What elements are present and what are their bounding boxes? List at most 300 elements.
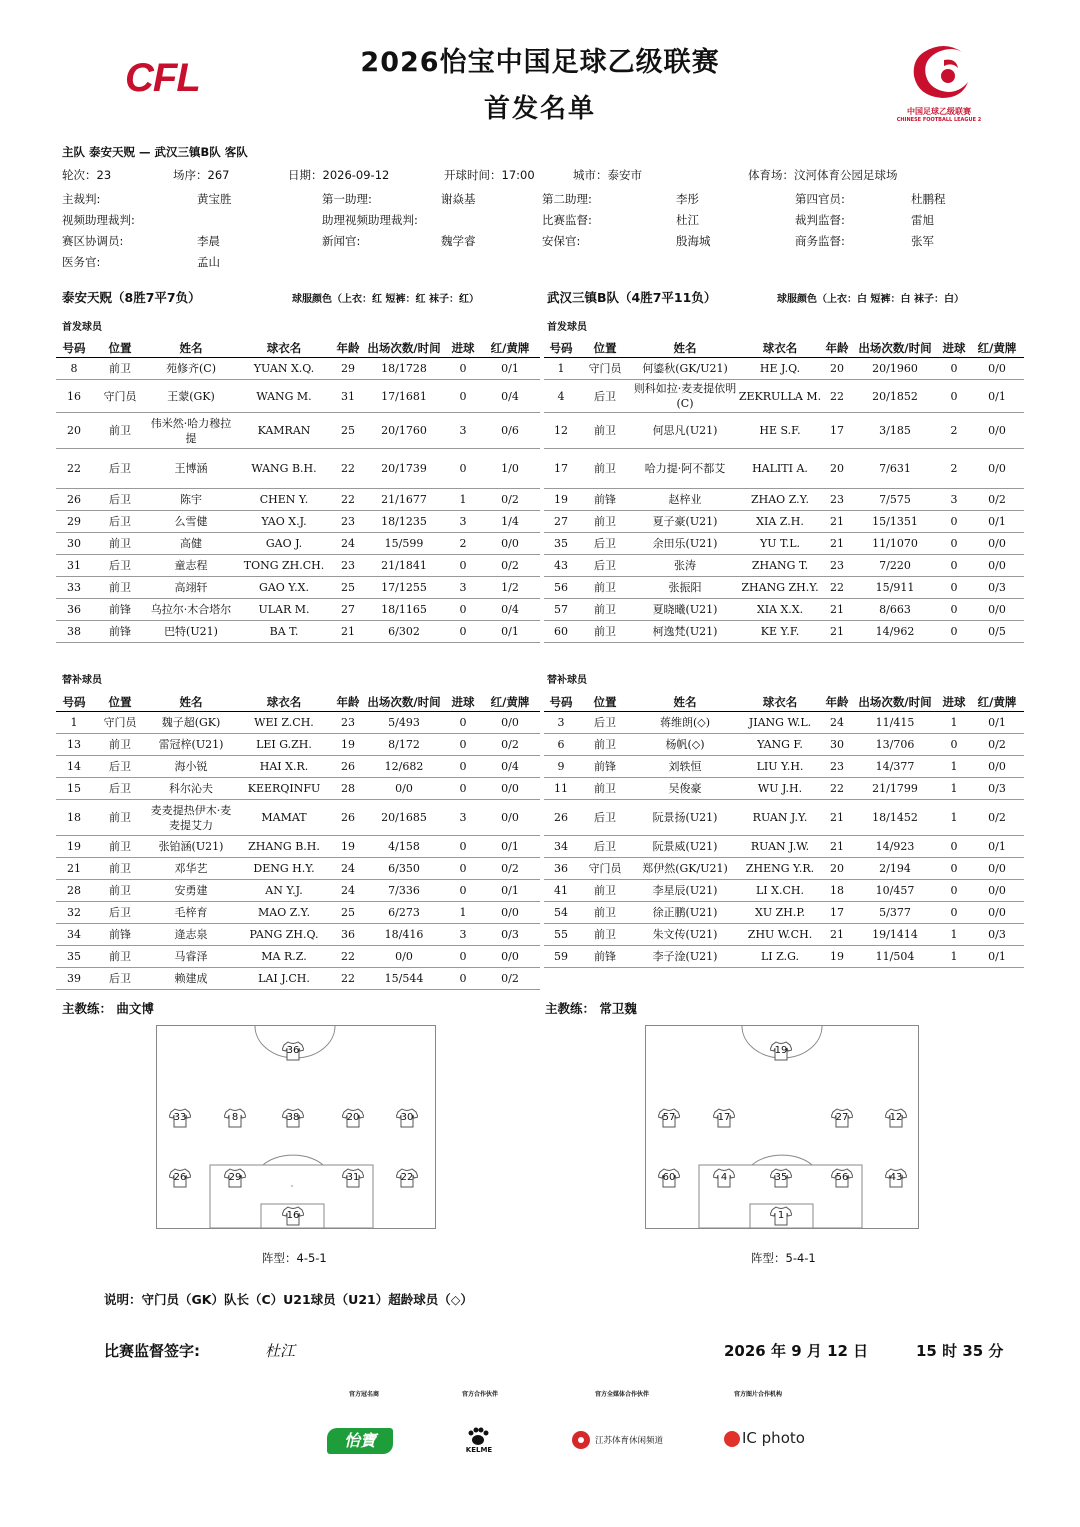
table-cell: 守门员 — [92, 380, 148, 413]
table-cell: 2 — [938, 413, 970, 449]
table-cell: 19 — [334, 734, 362, 756]
table-cell: 1 — [938, 946, 970, 968]
official-label: 助理视频助理裁判: — [322, 213, 418, 227]
table-cell: 7/336 — [362, 880, 446, 902]
table-row — [544, 380, 1024, 413]
table-cell: 31 — [334, 380, 362, 413]
official-name: 魏学睿 — [441, 234, 476, 248]
table-row — [56, 836, 540, 858]
table-row — [544, 413, 1024, 449]
table-cell: 57 — [544, 599, 578, 621]
sponsor-label-photo: 官方图片合作机构 — [733, 1391, 782, 1398]
table-cell: 0/0 — [480, 946, 540, 968]
table-cell: 守门员 — [578, 358, 632, 380]
table-cell: 55 — [544, 924, 578, 946]
column-header: 姓名 — [148, 339, 234, 358]
table-cell: 后卫 — [92, 902, 148, 924]
home-coach: 主教练： 曲文博 — [62, 1001, 154, 1016]
table-cell: 刘轶恒 — [632, 756, 738, 778]
table-row — [544, 946, 1024, 968]
table-cell: 科尔沁夫 — [148, 778, 234, 800]
away-formation-pitch — [645, 1025, 919, 1229]
table-cell: 前卫 — [92, 734, 148, 756]
table-cell: 0 — [446, 621, 480, 643]
table-cell: 0 — [938, 858, 970, 880]
table-cell: 10/457 — [852, 880, 938, 902]
table-cell: 33 — [56, 577, 92, 599]
column-header: 姓名 — [632, 339, 738, 358]
official-name: 孟山 — [197, 255, 220, 269]
table-cell: 26 — [544, 800, 578, 836]
column-header: 球衣名 — [738, 339, 822, 358]
jiangsu-channel-icon — [571, 1430, 591, 1450]
table-cell: 马睿泽 — [148, 946, 234, 968]
table-cell: ZHENG Y.R. — [738, 858, 822, 880]
table-cell: 35 — [56, 946, 92, 968]
column-header: 位置 — [92, 693, 148, 712]
table-cell: 30 — [822, 734, 852, 756]
table-cell: 39 — [56, 968, 92, 990]
table-row — [56, 800, 540, 836]
icphoto-logo — [724, 1429, 805, 1447]
home-starters-label: 首发球员 — [62, 322, 102, 333]
table-cell: 19/1414 — [852, 924, 938, 946]
jersey-number: 35 — [774, 1172, 788, 1183]
table-cell: 13 — [56, 734, 92, 756]
table-cell: 27 — [544, 511, 578, 533]
table-cell: 29 — [56, 511, 92, 533]
table-cell: 36 — [544, 858, 578, 880]
column-header: 红/黄牌 — [970, 693, 1024, 712]
table-cell: 后卫 — [578, 380, 632, 413]
jersey-number: 22 — [400, 1172, 414, 1183]
table-cell: 张铂涵(U21) — [148, 836, 234, 858]
table-cell: 0/0 — [480, 533, 540, 555]
table-cell: 20 — [822, 858, 852, 880]
column-header: 年龄 — [334, 693, 362, 712]
table-cell: TONG ZH.CH. — [234, 555, 334, 577]
table-cell: 哈力提·阿不都艾 — [632, 449, 738, 489]
table-cell: JIANG W.L. — [738, 712, 822, 734]
table-cell: 22 — [334, 449, 362, 489]
table-cell: 前锋 — [578, 946, 632, 968]
table-cell: XIA Z.H. — [738, 511, 822, 533]
table-cell: 0 — [938, 621, 970, 643]
match-date: 日期：2026-09-12 — [288, 168, 390, 182]
supervisor-signature: 杜江 — [265, 1342, 296, 1360]
table-cell: 0/0 — [480, 800, 540, 836]
table-header-row — [544, 693, 1024, 712]
jersey-number: 12 — [889, 1112, 903, 1123]
table-cell: 21 — [56, 858, 92, 880]
jersey-number: 60 — [662, 1172, 676, 1183]
table-cell: 41 — [544, 880, 578, 902]
table-cell: 1 — [56, 712, 92, 734]
table-row — [544, 734, 1024, 756]
table-row — [56, 968, 540, 990]
table-cell: 36 — [56, 599, 92, 621]
table-row — [544, 836, 1024, 858]
table-cell: 后卫 — [578, 800, 632, 836]
table-cell: 朱文传(U21) — [632, 924, 738, 946]
table-cell: 18/1235 — [362, 511, 446, 533]
away-starters-table — [544, 339, 1024, 643]
table-cell: 后卫 — [578, 712, 632, 734]
table-cell: LI X.CH. — [738, 880, 822, 902]
table-cell: 19 — [544, 489, 578, 511]
player-jersey — [282, 1108, 304, 1128]
table-cell: 高健 — [148, 533, 234, 555]
table-cell: 25 — [334, 577, 362, 599]
table-cell: 12 — [544, 413, 578, 449]
table-cell: 18 — [56, 800, 92, 836]
column-header: 红/黄牌 — [480, 693, 540, 712]
table-cell: 23 — [822, 555, 852, 577]
table-cell: 童志程 — [148, 555, 234, 577]
column-header: 年龄 — [822, 339, 852, 358]
home-subs-table — [56, 693, 540, 990]
table-cell: MAMAT — [234, 800, 334, 836]
table-cell: 8/663 — [852, 599, 938, 621]
table-cell: HALITI A. — [738, 449, 822, 489]
player-jersey — [396, 1108, 418, 1128]
table-cell: 王博涵 — [148, 449, 234, 489]
jersey-number: 8 — [231, 1112, 239, 1123]
table-cell: 27 — [334, 599, 362, 621]
table-row — [544, 902, 1024, 924]
table-cell: 28 — [334, 778, 362, 800]
table-cell: 海小锐 — [148, 756, 234, 778]
table-cell: 28 — [56, 880, 92, 902]
table-cell: RUAN J.W. — [738, 836, 822, 858]
player-jersey — [396, 1168, 418, 1188]
table-cell: 0 — [446, 734, 480, 756]
table-cell: 20/1685 — [362, 800, 446, 836]
player-jersey — [224, 1108, 246, 1128]
table-cell: 24 — [334, 533, 362, 555]
table-cell: 前卫 — [578, 880, 632, 902]
cbest-sponsor-logo: 怡寶 — [327, 1428, 393, 1454]
table-cell: 2/194 — [852, 858, 938, 880]
table-cell: 柯逸梵(U21) — [632, 621, 738, 643]
table-cell: 16 — [56, 380, 92, 413]
table-cell: 21 — [822, 511, 852, 533]
table-row — [56, 621, 540, 643]
lineup-title: 首发名单 — [483, 94, 596, 124]
kelme-sponsor-logo: KELME — [465, 1446, 493, 1454]
table-cell: 7/575 — [852, 489, 938, 511]
table-row — [56, 511, 540, 533]
column-header: 进球 — [446, 693, 480, 712]
column-header: 出场次数/时间 — [362, 339, 446, 358]
table-cell: 36 — [334, 924, 362, 946]
table-cell: 后卫 — [92, 968, 148, 990]
table-cell: WANG B.H. — [234, 449, 334, 489]
table-cell: 7/220 — [852, 555, 938, 577]
player-jersey — [169, 1168, 191, 1188]
table-cell: 0/2 — [480, 858, 540, 880]
table-cell: 0/4 — [480, 756, 540, 778]
table-cell: 24 — [334, 880, 362, 902]
table-cell: 前卫 — [578, 902, 632, 924]
table-cell: 22 — [822, 380, 852, 413]
player-jersey — [282, 1041, 304, 1061]
table-cell: 21 — [822, 800, 852, 836]
table-cell: 6/302 — [362, 621, 446, 643]
table-cell: WU J.H. — [738, 778, 822, 800]
table-cell: 后卫 — [92, 756, 148, 778]
table-cell: 17 — [822, 902, 852, 924]
table-cell: 后卫 — [578, 555, 632, 577]
table-cell: 毛梓育 — [148, 902, 234, 924]
table-cell: 邓华艺 — [148, 858, 234, 880]
official-label: 第一助理: — [322, 192, 372, 206]
table-cell: 吴俊豪 — [632, 778, 738, 800]
table-cell: 0 — [446, 968, 480, 990]
table-cell: 0/1 — [970, 511, 1024, 533]
column-header: 姓名 — [632, 693, 738, 712]
away-subs-label: 替补球员 — [547, 675, 587, 686]
official-label: 裁判监督: — [795, 213, 845, 227]
official-name: 杜江 — [676, 213, 699, 227]
jersey-number: 56 — [835, 1172, 849, 1183]
table-cell: 25 — [334, 902, 362, 924]
table-cell: ZHU W.CH. — [738, 924, 822, 946]
table-cell: 11/1070 — [852, 533, 938, 555]
table-cell: 5/377 — [852, 902, 938, 924]
table-cell: 守门员 — [92, 712, 148, 734]
table-cell: 0/2 — [970, 489, 1024, 511]
table-cell: 18/1452 — [852, 800, 938, 836]
table-cell: ZHANG ZH.Y. — [738, 577, 822, 599]
table-cell: 0 — [446, 756, 480, 778]
table-cell: 0/2 — [480, 734, 540, 756]
player-jersey — [713, 1108, 735, 1128]
table-cell: MA R.Z. — [234, 946, 334, 968]
column-header: 位置 — [578, 339, 632, 358]
table-cell: 后卫 — [92, 489, 148, 511]
table-row — [544, 599, 1024, 621]
table-row — [56, 599, 540, 621]
table-cell: 前锋 — [578, 756, 632, 778]
table-cell: 14 — [56, 756, 92, 778]
table-row — [56, 577, 540, 599]
table-cell: 前锋 — [578, 489, 632, 511]
table-cell: 21/1677 — [362, 489, 446, 511]
table-cell: 14/962 — [852, 621, 938, 643]
round: 轮次：23 — [62, 168, 112, 182]
table-cell: 26 — [334, 756, 362, 778]
table-cell: 12/682 — [362, 756, 446, 778]
table-cell: 0 — [938, 880, 970, 902]
table-cell: 1/2 — [480, 577, 540, 599]
table-cell: 0 — [938, 511, 970, 533]
kelme-paw-icon — [466, 1426, 490, 1446]
jersey-number: 27 — [835, 1112, 849, 1123]
table-cell: 22 — [334, 968, 362, 990]
table-cell: 前卫 — [578, 621, 632, 643]
home-formation-pitch — [156, 1025, 436, 1229]
table-cell: 0/1 — [970, 712, 1024, 734]
table-cell: 0 — [938, 380, 970, 413]
table-cell: 0/2 — [480, 968, 540, 990]
table-row — [544, 577, 1024, 599]
table-cell: 何鎏秋(GK/U21) — [632, 358, 738, 380]
table-cell: 后卫 — [92, 449, 148, 489]
table-cell: 32 — [56, 902, 92, 924]
column-header: 年龄 — [334, 339, 362, 358]
table-cell: 15/1351 — [852, 511, 938, 533]
table-cell: 21 — [822, 599, 852, 621]
column-header: 号码 — [544, 339, 578, 358]
player-jersey — [831, 1108, 853, 1128]
table-row — [544, 489, 1024, 511]
table-cell: 前锋 — [92, 621, 148, 643]
official-label: 安保官: — [542, 234, 581, 248]
table-cell: 0 — [446, 358, 480, 380]
player-jersey — [342, 1108, 364, 1128]
table-cell: 17 — [544, 449, 578, 489]
table-cell: 5/493 — [362, 712, 446, 734]
table-row — [56, 902, 540, 924]
table-cell: 0 — [446, 880, 480, 902]
table-cell: 15/911 — [852, 577, 938, 599]
table-cell: 后卫 — [92, 511, 148, 533]
table-cell: 0/1 — [480, 358, 540, 380]
table-cell: LAI J.CH. — [234, 968, 334, 990]
table-cell: 13/706 — [852, 734, 938, 756]
table-cell: 巴特(U21) — [148, 621, 234, 643]
table-cell: 54 — [544, 902, 578, 924]
home-starters-table — [56, 339, 540, 643]
jersey-number: 1 — [777, 1210, 785, 1221]
table-cell: 前卫 — [578, 413, 632, 449]
column-header: 出场次数/时间 — [362, 693, 446, 712]
player-jersey — [770, 1168, 792, 1188]
away-kit: 球服颜色（上衣：白 短裤：白 袜子：白） — [777, 294, 964, 305]
table-cell: WANG M. — [234, 380, 334, 413]
table-cell: 23 — [334, 712, 362, 734]
table-cell: XU ZH.P. — [738, 902, 822, 924]
column-header: 年龄 — [822, 693, 852, 712]
table-cell: 前卫 — [578, 577, 632, 599]
official-name: 谢焱基 — [441, 192, 476, 206]
table-cell: 14/377 — [852, 756, 938, 778]
table-cell: 前卫 — [92, 946, 148, 968]
table-cell: 0 — [938, 358, 970, 380]
table-cell: 0/4 — [480, 380, 540, 413]
table-cell: XIA X.X. — [738, 599, 822, 621]
table-cell: 17/1681 — [362, 380, 446, 413]
table-cell: 陈宇 — [148, 489, 234, 511]
table-cell: 17/1255 — [362, 577, 446, 599]
table-cell: 3 — [938, 489, 970, 511]
table-cell: 1 — [544, 358, 578, 380]
table-cell: 4 — [544, 380, 578, 413]
jersey-number: 19 — [774, 1045, 788, 1056]
table-cell: 22 — [334, 946, 362, 968]
table-cell: 23 — [334, 555, 362, 577]
table-cell: 前卫 — [92, 413, 148, 449]
table-cell: 0/2 — [480, 555, 540, 577]
table-cell: 0 — [938, 734, 970, 756]
table-cell: 0/0 — [970, 756, 1024, 778]
table-cell: 9 — [544, 756, 578, 778]
jersey-number: 38 — [286, 1112, 300, 1123]
table-cell: 11/504 — [852, 946, 938, 968]
table-cell: 25 — [334, 413, 362, 449]
table-row — [544, 778, 1024, 800]
league-title: 2026怡宝中国足球乙级联赛 — [360, 47, 720, 78]
table-cell: 7/631 — [852, 449, 938, 489]
table-cell: 18/1728 — [362, 358, 446, 380]
league2-name-en: CHINESE FOOTBALL LEAGUE 2 — [896, 117, 982, 123]
table-cell: 34 — [56, 924, 92, 946]
away-starters-label: 首发球员 — [547, 322, 587, 333]
table-cell: 0 — [446, 555, 480, 577]
column-header: 进球 — [938, 339, 970, 358]
table-cell: 何思凡(U21) — [632, 413, 738, 449]
jersey-number: 17 — [717, 1112, 731, 1123]
jersey-number: 16 — [286, 1210, 300, 1221]
table-cell: ZHAO Z.Y. — [738, 489, 822, 511]
table-cell: 26 — [56, 489, 92, 511]
table-cell: 35 — [544, 533, 578, 555]
table-cell: 3 — [544, 712, 578, 734]
table-cell: 赖建成 — [148, 968, 234, 990]
table-cell: 张涛 — [632, 555, 738, 577]
table-cell: KE Y.F. — [738, 621, 822, 643]
jersey-number: 36 — [286, 1045, 300, 1056]
league2-logo — [893, 42, 985, 123]
table-row — [544, 511, 1024, 533]
home-formation: 阵型：4-5-1 — [262, 1251, 327, 1265]
table-cell: 前卫 — [92, 858, 148, 880]
city: 城市：泰安市 — [573, 168, 642, 182]
table-row — [544, 924, 1024, 946]
column-header: 进球 — [938, 693, 970, 712]
table-cell: 20/1960 — [852, 358, 938, 380]
table-cell: 1 — [938, 924, 970, 946]
table-cell: ZHANG T. — [738, 555, 822, 577]
table-cell: 0/3 — [970, 577, 1024, 599]
table-cell: 24 — [822, 712, 852, 734]
away-formation: 阵型：5-4-1 — [751, 1251, 816, 1265]
table-cell: HAI X.R. — [234, 756, 334, 778]
table-cell: 0/1 — [970, 836, 1024, 858]
table-cell: 0/1 — [970, 380, 1024, 413]
official-name: 李晨 — [197, 234, 220, 248]
table-cell: 21 — [822, 533, 852, 555]
table-cell: 0/1 — [480, 836, 540, 858]
table-cell: CHEN Y. — [234, 489, 334, 511]
table-cell: 1/4 — [480, 511, 540, 533]
table-cell: 21 — [822, 924, 852, 946]
table-row — [544, 621, 1024, 643]
table-cell: 18/416 — [362, 924, 446, 946]
table-cell: 3 — [446, 577, 480, 599]
table-cell: 李星辰(U21) — [632, 880, 738, 902]
table-cell: 4/158 — [362, 836, 446, 858]
table-cell: 0/0 — [480, 902, 540, 924]
table-cell: 0 — [446, 449, 480, 489]
table-cell: 前卫 — [92, 800, 148, 836]
column-header: 球衣名 — [234, 339, 334, 358]
table-cell: 0 — [446, 599, 480, 621]
table-cell: 安勇建 — [148, 880, 234, 902]
jersey-number: 4 — [720, 1172, 728, 1183]
table-cell: 0/6 — [480, 413, 540, 449]
